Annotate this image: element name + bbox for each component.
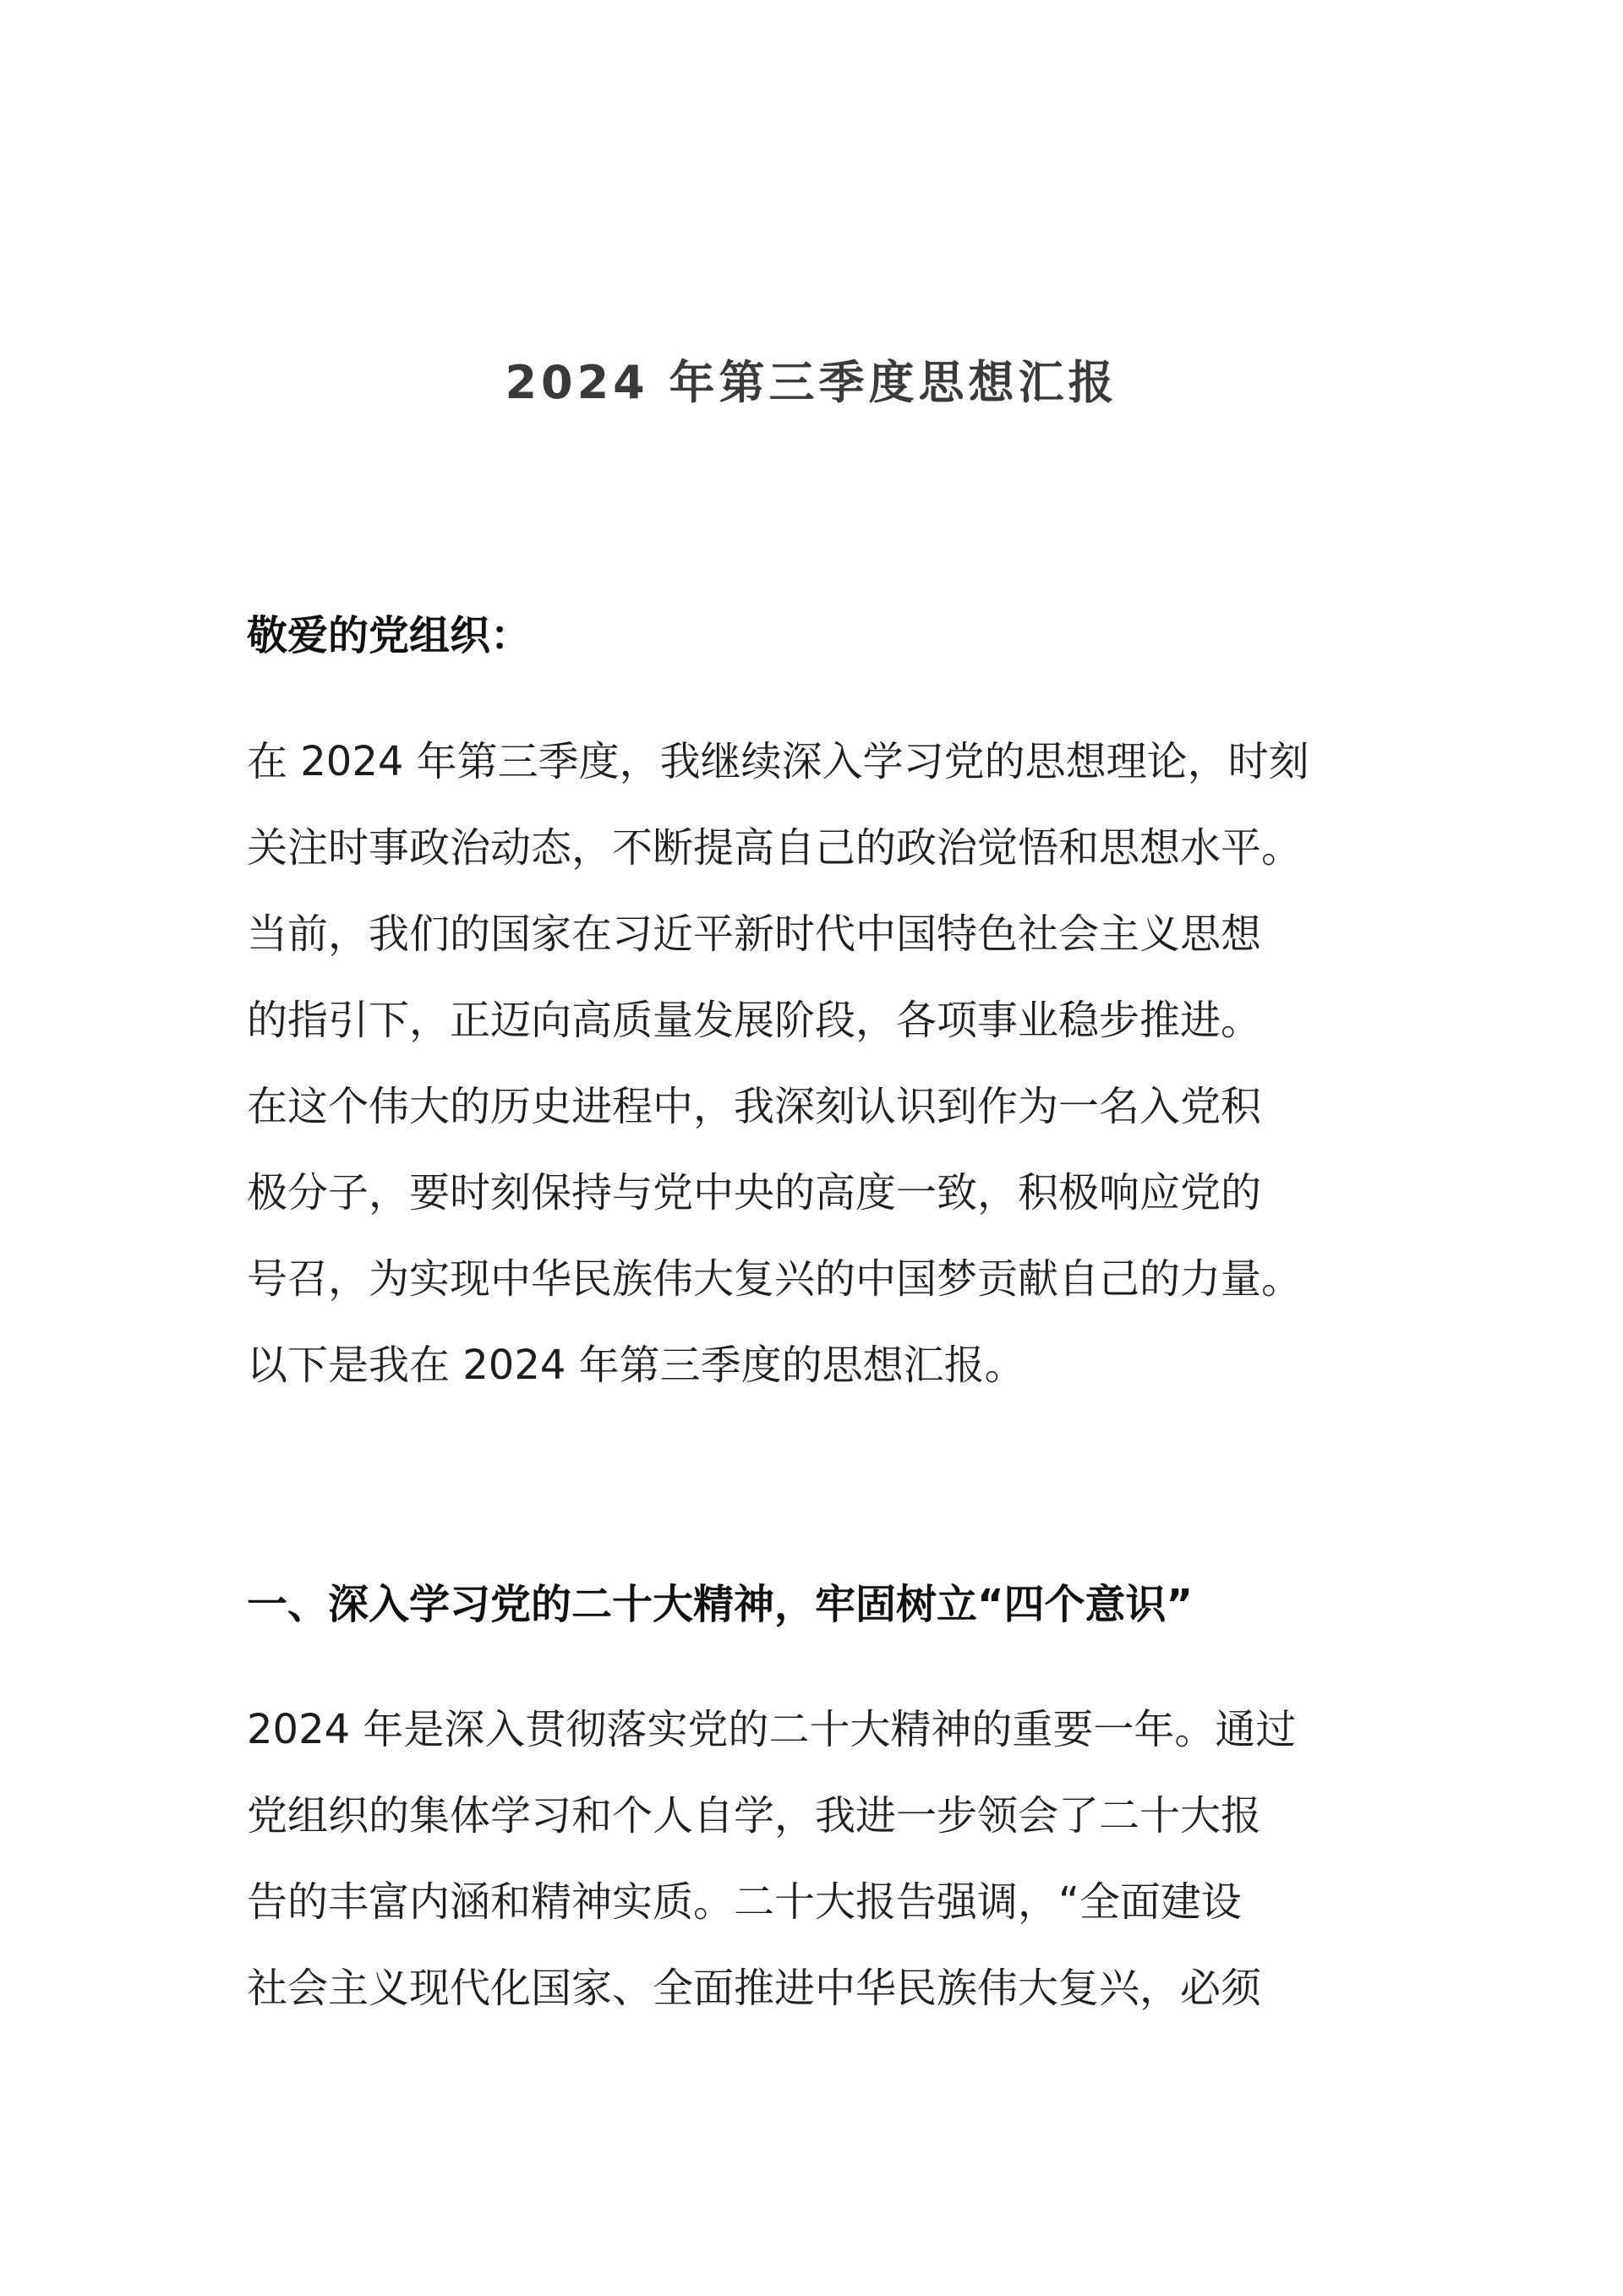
paragraph-line: 社会主义现代化国家、全面推进中华民族伟大复兴，必须: [247, 1965, 1262, 2012]
paragraph-line: 当前，我们的国家在习近平新时代中国特色社会主义思想: [247, 910, 1262, 958]
paragraph-line: 以下是我在 2024 年第三季度的思想汇报。: [247, 1342, 1025, 1389]
paragraph-line: 的指引下，正迈向高质量发展阶段，各项事业稳步推进。: [247, 997, 1262, 1044]
paragraph-line: 关注时事政治动态，不断提高自己的政治觉悟和思想水平。: [247, 824, 1303, 872]
paragraph-line: 在 2024 年第三季度，我继续深入学习党的思想理论，时刻: [247, 738, 1309, 785]
section-heading: 一、深入学习党的二十大精神，牢固树立“四个意识”: [247, 1581, 1194, 1628]
paragraph-line: 在这个伟大的历史进程中，我深刻认识到作为一名入党积: [247, 1083, 1262, 1130]
paragraph-line: 号召，为实现中华民族伟大复兴的中国梦贡献自己的力量。: [247, 1255, 1303, 1303]
paragraph-line: 告的丰富内涵和精神实质。二十大报告强调，“全面建设: [247, 1878, 1242, 1926]
paragraph-line: 2024 年是深入贯彻落实党的二十大精神的重要一年。通过: [247, 1706, 1297, 1753]
paragraph-line: 极分子，要时刻保持与党中央的高度一致，积极响应党的: [247, 1169, 1262, 1216]
section-paragraph: [247, 1686, 1396, 2031]
salutation: 敬爱的党组织：: [247, 612, 532, 659]
intro-paragraph: [247, 719, 1396, 1408]
document-title: 2024 年第三季度思想汇报: [505, 356, 1118, 409]
paragraph-line: 党组织的集体学习和个人自学，我进一步领会了二十大报: [247, 1792, 1262, 1840]
